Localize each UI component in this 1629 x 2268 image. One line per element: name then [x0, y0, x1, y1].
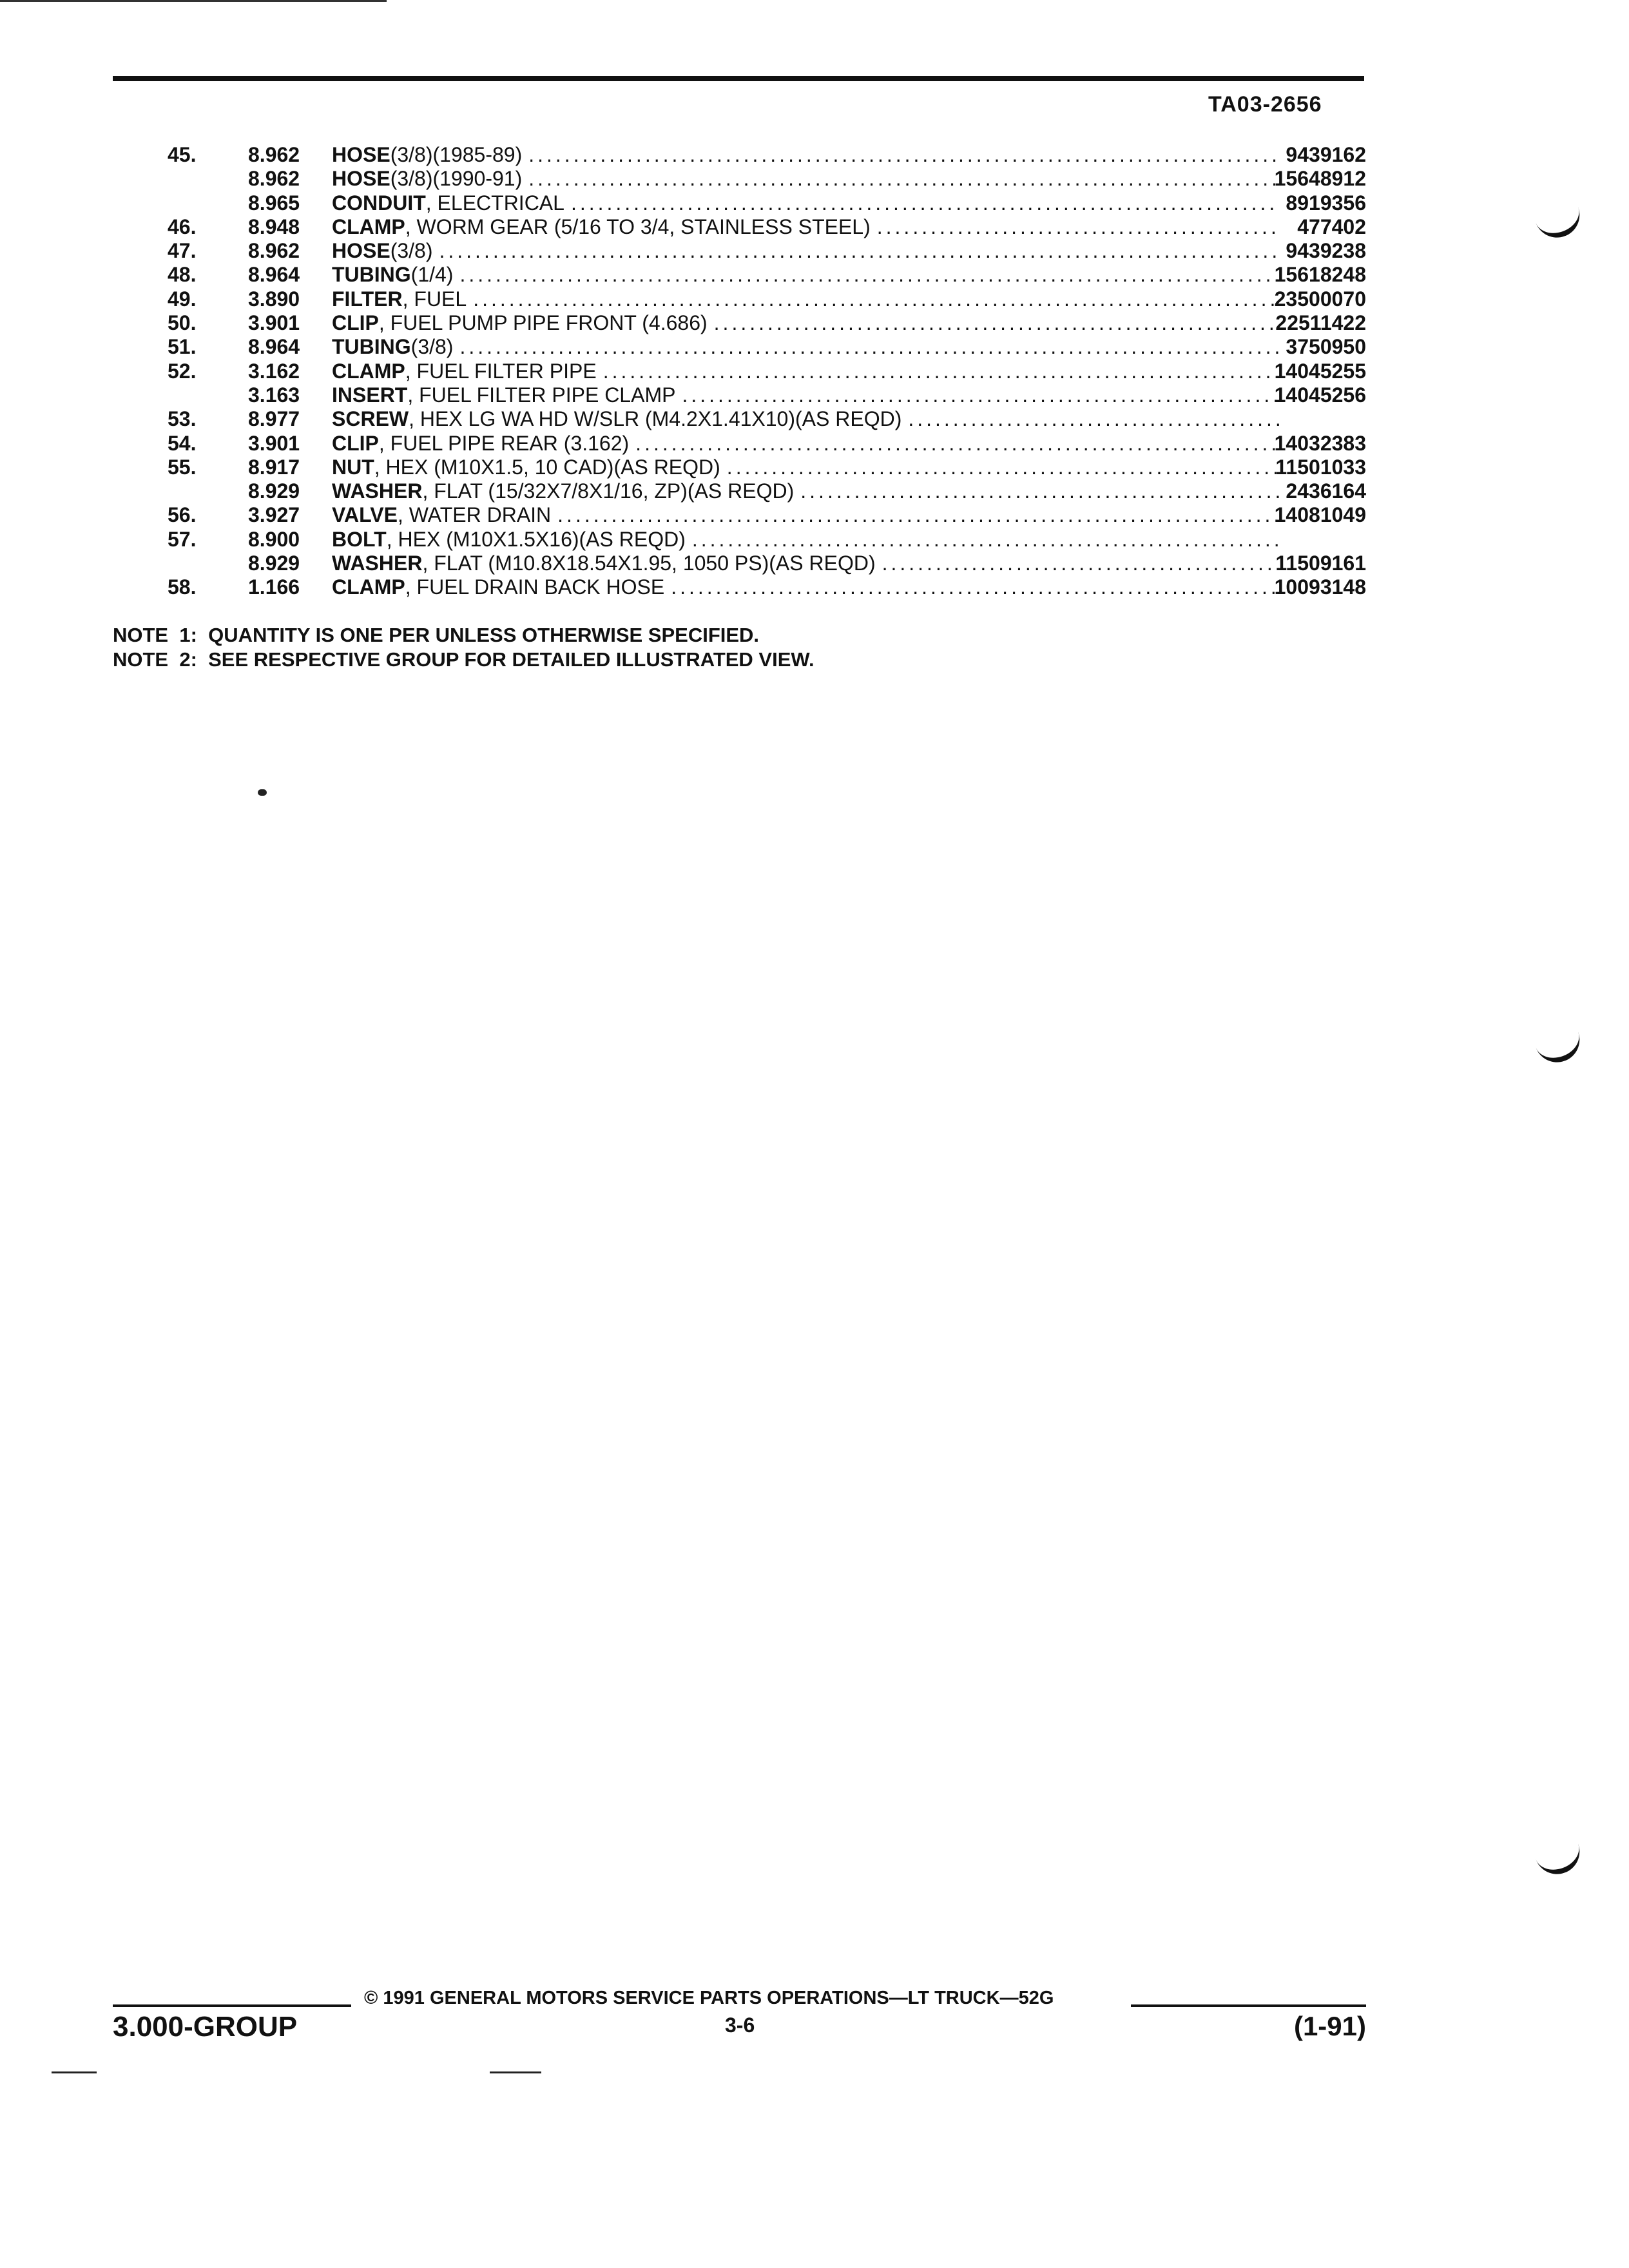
part-number: 11509161	[1275, 552, 1366, 575]
part-name: CLIP	[332, 311, 379, 335]
part-description	[332, 215, 1279, 239]
item-number: 56.	[168, 503, 197, 527]
copyright-line: © 1991 GENERAL MOTORS SERVICE PARTS OPERATIONS—LT TRUCK—52G	[364, 1988, 1054, 2008]
dot-leader	[671, 575, 1279, 599]
part-row	[168, 503, 1366, 527]
part-name: CLAMP	[332, 575, 405, 599]
part-description	[332, 191, 1279, 215]
part-detail: , HEX (M10X1.5, 10 CAD)(AS REQD)	[374, 455, 720, 479]
part-number: 22511422	[1275, 311, 1366, 335]
note-line: NOTE 2: SEE RESPECTIVE GROUP FOR DETAILED ILLUSTRATED VIEW.	[113, 648, 815, 671]
parts-list	[168, 143, 1366, 600]
group-code: 8.962	[248, 143, 300, 166]
part-number: 11501033	[1275, 455, 1366, 479]
dot-leader	[682, 383, 1279, 407]
group-code: 8.900	[248, 527, 300, 551]
dot-leader	[603, 360, 1279, 383]
item-number: 48.	[168, 263, 197, 287]
part-row	[168, 407, 1366, 431]
part-detail: , FLAT (M10.8X18.54X1.95, 1050 PS)(AS REQD)	[422, 552, 876, 575]
part-number: 477402	[1297, 215, 1366, 238]
part-description	[332, 432, 1279, 456]
part-detail: , HEX LG WA HD W/SLR (M4.2X1.41X10)(AS REQD)	[409, 407, 902, 431]
part-name: NUT	[332, 455, 374, 479]
group-code: 8.929	[248, 552, 300, 575]
group-code: 8.929	[248, 479, 300, 503]
dot-leader	[877, 215, 1279, 239]
part-name: HOSE	[332, 143, 390, 166]
dot-leader	[571, 191, 1279, 215]
part-detail: (3/8)	[390, 239, 433, 263]
dot-leader	[528, 167, 1279, 191]
part-description	[332, 311, 1279, 335]
dot-leader	[800, 479, 1279, 503]
part-name: BOLT	[332, 527, 387, 551]
part-name: TUBING	[332, 335, 411, 359]
group-code: 8.977	[248, 407, 300, 431]
part-number: 15648912	[1274, 167, 1366, 191]
dot-leader	[692, 528, 1279, 552]
part-name: CONDUIT	[332, 191, 426, 215]
item-number: 49.	[168, 287, 197, 311]
footer-rule-left	[113, 2004, 351, 2007]
part-detail: , HEX (M10X1.5X16)(AS REQD)	[386, 527, 686, 551]
part-number: 2436164	[1286, 479, 1366, 503]
binder-hole-mark	[1533, 1836, 1586, 1880]
dot-leader	[635, 432, 1279, 456]
part-name: WASHER	[332, 479, 423, 503]
part-number: 14045256	[1274, 383, 1366, 407]
group-code: 3.927	[248, 503, 300, 527]
part-number: 15618248	[1274, 263, 1366, 287]
part-row	[168, 552, 1366, 575]
part-name: HOSE	[332, 239, 390, 263]
part-description	[332, 503, 1279, 527]
group-number: 3.000-GROUP	[113, 2011, 298, 2042]
dot-leader	[882, 552, 1279, 575]
dot-leader	[727, 456, 1279, 479]
part-row	[168, 575, 1366, 599]
group-code: 8.964	[248, 263, 300, 287]
part-description	[332, 383, 1279, 407]
part-name: CLIP	[332, 431, 379, 455]
scan-edge-mark	[0, 0, 387, 2]
revision-date: (1-91)	[1293, 2011, 1366, 2041]
group-code: 8.964	[248, 335, 300, 359]
part-number: 14081049	[1274, 503, 1366, 527]
part-name: WASHER	[332, 552, 423, 575]
page-number: 3-6	[725, 2013, 755, 2037]
binder-hole-mark	[1533, 199, 1586, 244]
item-number: 58.	[168, 575, 197, 599]
dot-leader	[714, 311, 1279, 335]
part-description	[332, 528, 1279, 552]
part-row	[168, 335, 1366, 359]
part-number: 14032383	[1274, 431, 1366, 455]
part-number: 9439162	[1286, 143, 1366, 166]
group-code: 8.948	[248, 215, 300, 238]
part-description	[332, 167, 1279, 191]
group-code: 3.890	[248, 287, 300, 311]
part-detail: , FUEL PUMP PIPE FRONT (4.686)	[378, 311, 708, 335]
group-code: 8.965	[248, 191, 300, 215]
item-number: 52.	[168, 359, 197, 383]
item-number: 50.	[168, 311, 197, 335]
part-detail: (1/4)	[410, 263, 454, 287]
group-code: 3.901	[248, 311, 300, 335]
notes-section	[113, 623, 815, 672]
part-row	[168, 167, 1366, 191]
scan-speck	[258, 789, 267, 796]
part-row	[168, 287, 1366, 311]
part-detail: , WORM GEAR (5/16 TO 3/4, STAINLESS STEEL)	[405, 215, 871, 238]
part-number: 8919356	[1286, 191, 1366, 215]
part-number: 23500070	[1274, 287, 1366, 311]
dot-leader	[459, 335, 1279, 359]
item-number: 45.	[168, 143, 197, 166]
part-name: INSERT	[332, 383, 408, 407]
part-row	[168, 143, 1366, 167]
part-detail: , FUEL	[402, 287, 467, 311]
dot-leader	[473, 287, 1279, 311]
scan-speck	[490, 2071, 541, 2073]
header-rule	[113, 76, 1364, 81]
part-description	[332, 456, 1279, 479]
group-code: 3.901	[248, 431, 300, 455]
part-row	[168, 239, 1366, 263]
page-footer	[113, 1988, 1366, 2042]
item-number: 55.	[168, 455, 197, 479]
scan-speck	[52, 2071, 97, 2073]
part-row	[168, 383, 1366, 407]
item-number: 46.	[168, 215, 197, 238]
part-detail: , FUEL FILTER PIPE CLAMP	[407, 383, 676, 407]
group-code: 8.962	[248, 239, 300, 263]
part-description	[332, 360, 1279, 383]
part-number: 3750950	[1286, 335, 1366, 359]
part-row	[168, 263, 1366, 287]
part-row	[168, 432, 1366, 456]
dot-leader	[908, 407, 1279, 431]
part-description	[332, 263, 1279, 287]
item-number: 54.	[168, 431, 197, 455]
footer-rule-right	[1131, 2004, 1366, 2007]
part-number: 10093148	[1274, 575, 1366, 599]
item-number: 53.	[168, 407, 197, 431]
dot-leader	[459, 263, 1279, 287]
part-description	[332, 407, 1279, 431]
dot-leader	[528, 143, 1279, 167]
part-name: CLAMP	[332, 359, 405, 383]
part-name: SCREW	[332, 407, 409, 431]
note-line: NOTE 1: QUANTITY IS ONE PER UNLESS OTHERWISE SPECIFIED.	[113, 624, 760, 646]
part-detail: , FUEL DRAIN BACK HOSE	[405, 575, 665, 599]
part-detail: (3/8)(1985-89)	[390, 143, 523, 166]
group-code: 8.962	[248, 167, 300, 191]
group-code: 1.166	[248, 575, 300, 599]
part-number: 9439238	[1286, 239, 1366, 263]
part-row	[168, 456, 1366, 479]
group-code: 3.163	[248, 383, 300, 407]
figure-reference: TA03-2656	[1208, 92, 1322, 117]
part-name: HOSE	[332, 167, 390, 191]
part-row	[168, 191, 1366, 215]
part-detail: , FLAT (15/32X7/8X1/16, ZP)(AS REQD)	[422, 479, 795, 503]
part-row	[168, 528, 1366, 552]
group-code: 8.917	[248, 455, 300, 479]
part-name: VALVE	[332, 503, 398, 527]
part-description	[332, 287, 1279, 311]
part-number: 14045255	[1274, 359, 1366, 383]
dot-leader	[439, 239, 1279, 263]
part-description	[332, 239, 1279, 263]
group-code: 3.162	[248, 359, 300, 383]
dot-leader	[557, 503, 1279, 527]
part-description	[332, 575, 1279, 599]
item-number: 47.	[168, 239, 197, 263]
item-number: 57.	[168, 527, 197, 551]
part-name: TUBING	[332, 263, 411, 287]
part-description	[332, 552, 1279, 575]
part-detail: , FUEL PIPE REAR (3.162)	[378, 431, 630, 455]
part-detail: , WATER DRAIN	[397, 503, 552, 527]
part-description	[332, 479, 1279, 503]
part-detail: , FUEL FILTER PIPE	[405, 359, 597, 383]
item-number: 51.	[168, 335, 197, 359]
part-detail: (3/8)	[410, 335, 454, 359]
part-detail: , ELECTRICAL	[425, 191, 564, 215]
part-name: FILTER	[332, 287, 403, 311]
binder-hole-mark	[1533, 1024, 1586, 1068]
part-row	[168, 479, 1366, 503]
part-description	[332, 143, 1279, 167]
part-row	[168, 215, 1366, 239]
part-description	[332, 335, 1279, 359]
part-row	[168, 360, 1366, 383]
part-row	[168, 311, 1366, 335]
part-detail: (3/8)(1990-91)	[390, 167, 523, 191]
part-name: CLAMP	[332, 215, 405, 238]
